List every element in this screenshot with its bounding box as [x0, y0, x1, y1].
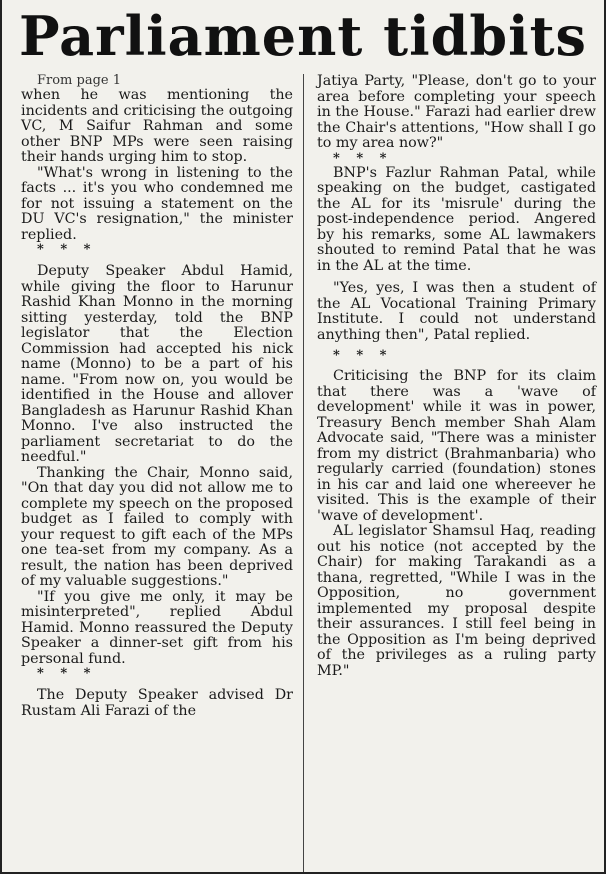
- paragraph: Criticising the BNP for its claim that there was a 'wave of development' while it was in power, Treasury Bench member Shah Alam Advocate said, "There was a minister from my district (Brahmanbaria) who regularly carried (foundation) stones in his car and laid one whereever he visited. This is the example of their 'wave of development'.: [317, 368, 596, 524]
- section-separator: * * *: [333, 150, 393, 166]
- paragraph: "What's wrong in listening to the facts ... it's you who condemned me for not issuing a statement on the DU VC's resignation," the minister replied.: [21, 164, 293, 243]
- paragraph: when he was mentioning the incidents and criticising the outgoing VC, M Saifur Rahman and some other BNP MPs were seen raising their hands urging him to stop.: [21, 87, 293, 165]
- section-separator: * * *: [37, 666, 97, 681]
- paragraph: Jatiya Party, "Please, don't go to your area before completing your speech in the House." Farazi had earlier drew the Chair's attentions, "How shall I go to my area now?": [317, 73, 596, 151]
- right-column: [317, 74, 596, 679]
- paragraph: Deputy Speaker Abdul Hamid, while giving the floor to Harunur Rashid Khan Monno in the morning sitting yesterday, told the BNP legislator that the Election Commission had accepted his nick name (Monno) to be a part of his name. "From now on, you would be identified in the House and allover Bangladesh as Harunur Rashid Khan Monno. I've also instructed the parliament secretariat to do the needful.": [21, 263, 293, 465]
- paragraph: BNP's Fazlur Rahman Patal, while speaking on the budget, castigated the AL for its 'misrule' during the post-independence period. Angered by his remarks, some AL lawmakers shouted to remind Patal that he was in the AL at the time.: [317, 164, 596, 274]
- headline: Parliament tidbits: [19, 4, 587, 68]
- section-separator: * * *: [333, 348, 393, 363]
- paragraph: "Yes, yes, I was then a student of the AL Vocational Training Primary Institute. I could not understand anything then", Patal replied.: [317, 280, 596, 343]
- jump-line: From page 1: [37, 73, 122, 88]
- left-column: [21, 74, 293, 719]
- paragraph: The Deputy Speaker advised Dr Rustam Ali Farazi of the: [21, 687, 293, 719]
- article-body: [2, 74, 604, 872]
- paragraph: Thanking the Chair, Monno said, "On that day you did not allow me to complete my speech on the proposed budget as I failed to comply with your request to gift each of the MPs one tea-set from my company. As a result, the nation has been deprived of my valuable suggestions.": [21, 464, 293, 589]
- column-rule: [303, 74, 304, 872]
- section-separator: * * *: [37, 242, 97, 257]
- paragraph: "If you give me only, it may be misinterpreted", replied Abdul Hamid. Monno reassured the Deputy Speaker a dinner-set gift from his personal fund.: [21, 588, 293, 667]
- paragraph: AL legislator Shamsul Haq, reading out his notice (not accepted by the Chair) for making Tarakandi as a thana, regretted, "While I was in the Opposition, no government implemented my proposal despite their assurances. I still feel being in the Opposition as I'm being deprived of the privileges as a ruling party MP.": [317, 523, 596, 679]
